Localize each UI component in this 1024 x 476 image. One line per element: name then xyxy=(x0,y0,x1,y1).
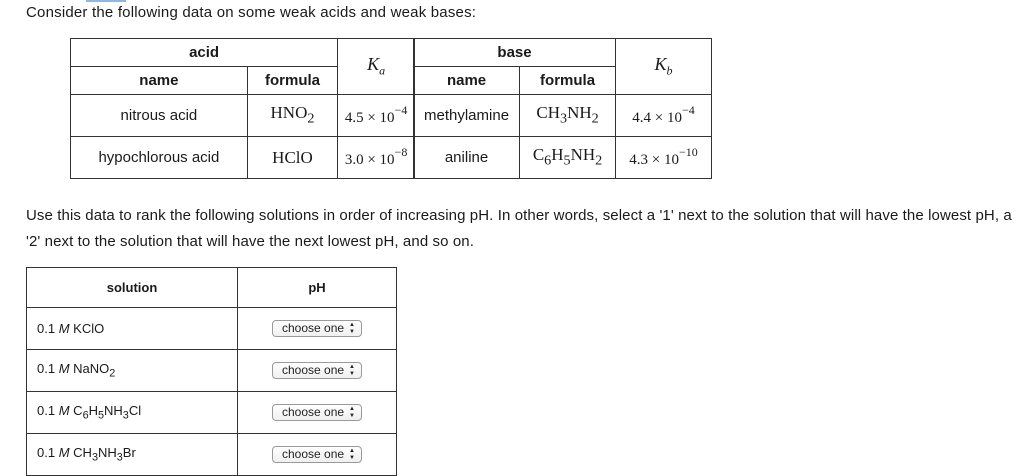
base-table xyxy=(413,38,712,179)
ka-value: $4.5 \times 10^{-4}$ xyxy=(338,95,415,137)
ph-rank-select[interactable]: choose one ▲ ▼ xyxy=(272,362,362,379)
base-formula: $C_6H_5NH_2$ xyxy=(520,137,616,179)
ka-header xyxy=(338,39,415,95)
acid-name: nitrous acid xyxy=(71,95,248,137)
acid-name-header: name xyxy=(71,67,248,95)
ph-select-cell xyxy=(238,434,397,476)
solution-label: 0.1 M NaNO$_2$ xyxy=(27,350,238,392)
ka-value: $3.0 \times 10^{-8}$ xyxy=(338,137,415,179)
ka-symbol: $K_a$ xyxy=(367,54,386,78)
base-name: methylamine xyxy=(414,95,520,137)
intro-text: Consider the following data on some weak acids and weak bases: xyxy=(26,4,477,21)
solution-label: 0.1 M $C_6H_5NH_3Cl$ xyxy=(27,392,238,434)
solution-label: 0.1 M $CH_3NH_3Br$ xyxy=(27,434,238,476)
select-arrows-icon: ▲ ▼ xyxy=(349,364,355,377)
kb-value: $4.3 \times 10^{-10}$ xyxy=(616,137,712,179)
base-name: aniline xyxy=(414,137,520,179)
solutions-table xyxy=(26,267,397,476)
kb-value: $4.4 \times 10^{-4}$ xyxy=(616,95,712,137)
instructions-text: Use this data to rank the following solutions in order of increasing pH. In other words, select a '1' next to the solution that will have the lowest pH, a '2' next to the solution that will have the next lowest pH, and so on. xyxy=(26,207,1012,250)
base-formula: $CH_3NH_2$ xyxy=(520,95,616,137)
ph-select-cell xyxy=(238,350,397,392)
solution-label: 0.1 M KClO xyxy=(27,308,238,350)
select-arrows-icon: ▲ ▼ xyxy=(349,448,355,461)
ph-rank-select[interactable]: choose one ▲ ▼ xyxy=(272,446,362,463)
ph-select-cell xyxy=(238,392,397,434)
ph-rank-select[interactable]: choose one ▲ ▼ xyxy=(272,320,362,337)
ph-select-cell xyxy=(238,308,397,350)
base-formula-header: formula xyxy=(520,67,616,95)
base-group-header: base xyxy=(414,39,616,67)
solution-header: solution xyxy=(27,268,238,308)
acid-group-header: acid xyxy=(71,39,338,67)
acid-table xyxy=(70,38,415,179)
kb-header xyxy=(616,39,712,95)
top-accent-line xyxy=(86,0,126,2)
select-arrows-icon: ▲ ▼ xyxy=(349,322,355,335)
acid-formula: $HNO_2$ xyxy=(247,95,337,137)
acid-formula-header: formula xyxy=(247,67,337,95)
kb-symbol: $K_b$ xyxy=(654,54,673,78)
select-arrows-icon: ▲ ▼ xyxy=(349,406,355,419)
acid-formula: HClO xyxy=(247,137,337,179)
ph-rank-select[interactable]: choose one ▲ ▼ xyxy=(272,404,362,421)
ph-header: pH xyxy=(238,268,397,308)
base-name-header: name xyxy=(414,67,520,95)
acid-name: hypochlorous acid xyxy=(71,137,248,179)
